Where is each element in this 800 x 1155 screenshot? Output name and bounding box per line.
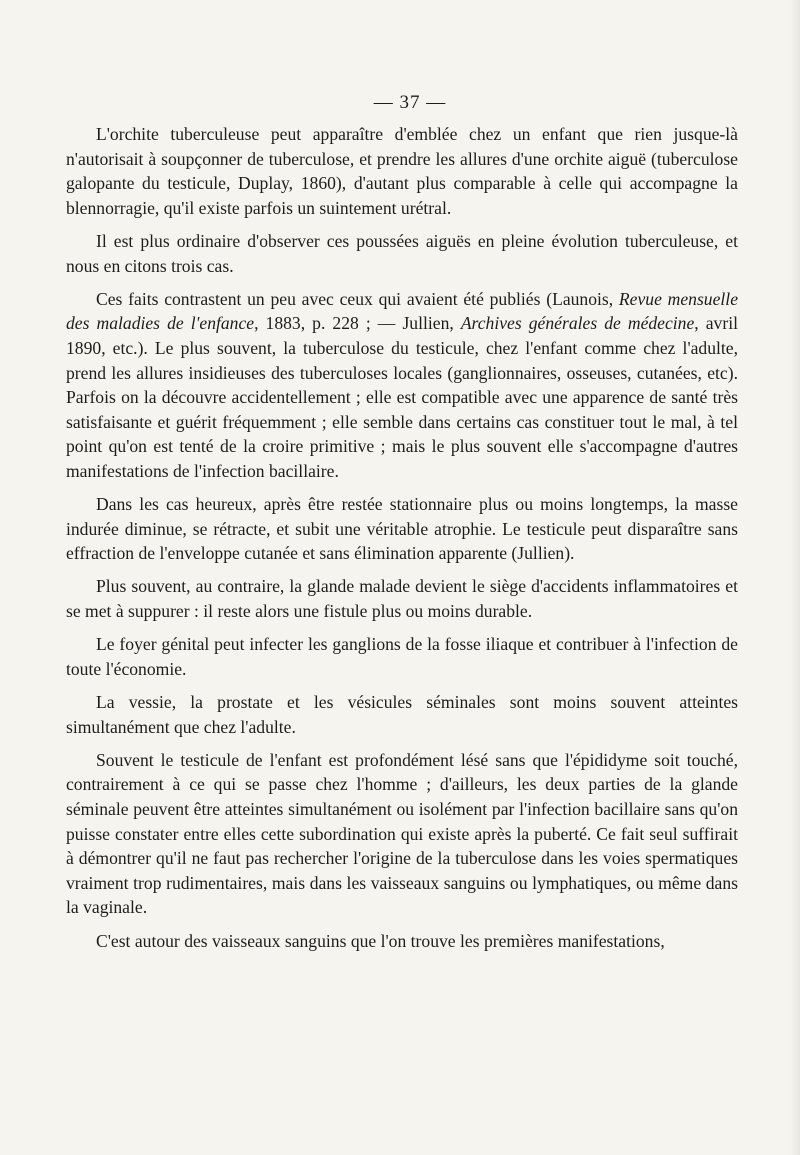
paragraph [66, 492, 738, 566]
text-segment: L'orchite tuberculeuse peut apparaître d'emblée chez un enfant que rien jusque-là n'autorisait à soupçonner de tuberculose, et prendre les allures d'une orchite aiguë (tuberculose galopante du testicule, Duplay, 1860), d'autant plus comparable à celle qui accompagne la blennorragie, qu'il existe parfois un suintement urétral. [66, 124, 738, 218]
paragraph [66, 287, 738, 484]
text-segment: Ces faits contrastent un peu avec ceux qui avaient été publiés (Launois, [96, 288, 619, 309]
text-segment: La vessie, la prostate et les vésicules séminales sont moins souvent atteintes simultanément que chez l'adulte. [66, 692, 738, 737]
page-edge-shadow [790, 0, 800, 1155]
text-segment: C'est autour des vaisseaux sanguins que l'on trouve les premières manifestations, [96, 930, 665, 951]
paragraph [66, 748, 738, 920]
text-segment: Le foyer génital peut infecter les ganglions de la fosse iliaque et contribuer à l'infection de toute l'économie. [66, 634, 738, 679]
body-text [66, 122, 738, 953]
text-segment: Plus souvent, au contraire, la glande malade devient le siège d'accidents inflammatoires et se met à suppurer : il reste alors une fistule plus ou moins durable. [66, 576, 738, 622]
page-number: — 37 — [373, 92, 447, 113]
text-segment: Dans les cas heureux, après être restée stationnaire plus ou moins longtemps, la masse indurée diminue, se rétracte, et subit une véritable atrophie. Le testicule peut disparaître sans effraction de l'enveloppe cutanée et sans élimination apparente (Jullien). [66, 494, 738, 564]
text-segment: Il est plus ordinaire d'observer ces poussées aiguës en pleine évolution tuberculeuse, et nous en citons trois cas. [66, 230, 738, 276]
paragraph [66, 632, 738, 681]
paragraph [66, 229, 738, 278]
text-segment: Souvent le testicule de l'enfant est profondément lésé sans que l'épididyme soit touché, contrairement à ce qui se passe chez l'homme ; d'ailleurs, les deux parties de la glande séminale peuvent être atteintes simultanément ou isolément par l'infection bacillaire sans qu'on puisse constater entre elles cette subordination qui existe après la puberté. Ce fait seul suffirait à démontrer qu'il ne faut pas rechercher l'origine de la tuberculose dans les voies spermatiques vraiment trop rudimentaires, mais dans les vaisseaux sanguins ou lymphatiques, ou même dans la vaginale. [66, 749, 738, 918]
text-segment: , 1883, p. 228 ; — Jullien, [254, 313, 461, 334]
paragraph [66, 690, 738, 739]
journal-title-italic: Revue mensuelle des maladies de l'enfance [66, 288, 738, 334]
paragraph [66, 929, 738, 954]
paragraph [66, 574, 738, 623]
paragraph [66, 122, 738, 220]
journal-title-italic: Archives générales de médecine [460, 313, 695, 334]
text-segment: , avril 1890, etc.). Le plus souvent, la tuberculose du testicule, chez l'enfant comme chez l'adulte, prend les allures insidieuses des tuberculoses locales (ganglionnaires, osseuses, cutanées, etc). Parfois on la découvre accidentellement ; elle est compatible avec une apparence de santé très satisfaisante et guérit fréquemment ; elle semble dans certains cas constituer tout le mal, à tel point qu'on est tenté de la croire primitive ; mais le plus souvent elle s'accompagne d'autres manifestations de l'infection bacillaire. [66, 313, 738, 481]
